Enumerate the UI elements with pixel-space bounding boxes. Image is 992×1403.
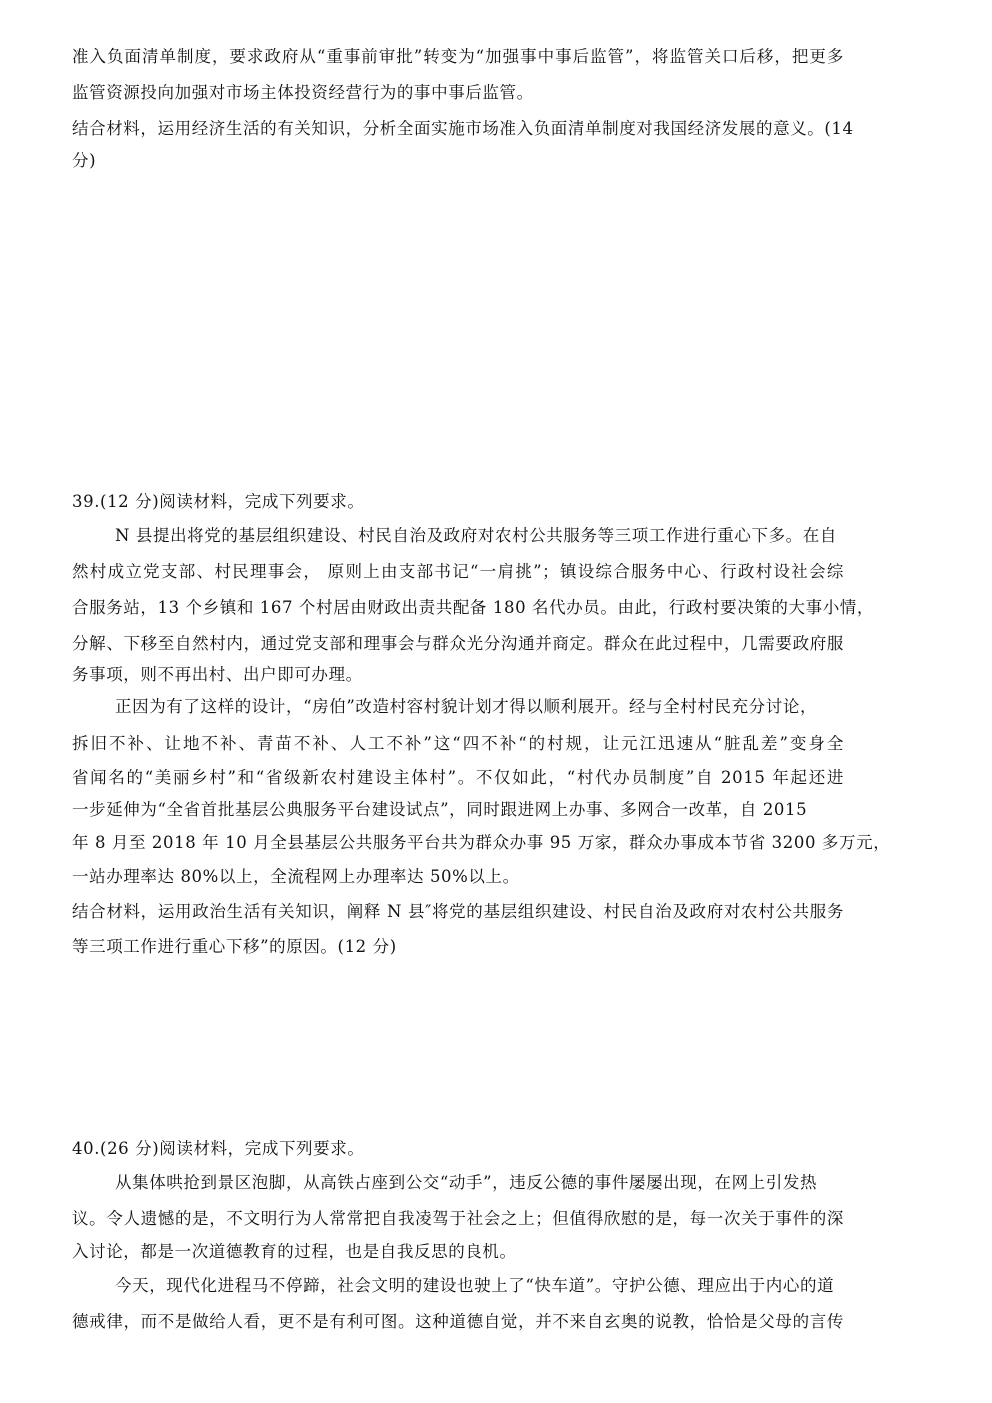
q39-p2-line-1: 正因为有了这样的设计，“房伯”改造村容村貌计划才得以顺利展开。经与全村村民充分讨论， — [115, 697, 818, 716]
q40-header: 40.(26 分)阅读材料，完成下列要求。 — [72, 1139, 365, 1158]
q39-p1-line-4: 分解、下移至自然村内，通过党支部和理事会与群众光分沟通并商定。群众在此过程中，几需要政府服 — [72, 634, 844, 653]
q39-p2-line-3: 省闻名的“美丽乡村”和“省级新农村建设主体村”。不仅如此，“村代办员制度”自 2015 年起还进 — [72, 768, 844, 787]
q39-p2-line-5: 年 8 月至 2018 年 10 月全县基层公共服务平台共为群众办事 95 万家，群众办事成本节省 3200 多万元， — [72, 833, 891, 852]
q38-prompt-line-1: 结合材料，运用经济生活的有关知识，分析全面实施市场准入负面清单制度对我国经济发展的意义。(14 — [72, 119, 854, 138]
q38-prompt-line-2: 分) — [72, 151, 97, 170]
q38-material-line-2: 监管资源投向加强对市场主体投资经营行为的事中事后监管。 — [72, 83, 534, 102]
q40-p1-line-1: 从集体哄抢到景区泡脚，从高铁占座到公交“动手”，违反公德的事件屡屡出现，在网上引发热 — [115, 1173, 818, 1192]
q39-p2-line-2: 拆旧不补、让地不补、青苗不补、人工不补”这“四不补“的村规，让元江迅速从“脏乱差”变身全 — [72, 734, 844, 753]
q39-p2-line-6: 一站办理率达 80%以上，全流程网上办理率达 50%以上。 — [72, 867, 520, 886]
q40-p2-line-2: 德戒律，而不是做给人看，更不是有利可图。这种道德自觉，并不来自玄奥的说教，恰恰是父母的言传 — [72, 1312, 844, 1331]
q40-p1-line-3: 入讨论，都是一次道德教育的过程，也是自我反思的良机。 — [72, 1242, 517, 1261]
q39-header: 39.(12 分)阅读材料，完成下列要求。 — [72, 492, 365, 511]
q39-p1-line-2: 然村成立党支部、村民理事会， 原则上由支部书记“一肩挑”；镇设综合服务中心、行政村设社会综 — [72, 562, 844, 581]
q39-p1-line-1: N 县提出将党的基层组织建设、村民自治及政府对农村公共服务等三项工作进行重心下多。在自 — [115, 526, 837, 545]
q39-p1-line-3: 合服务站，13 个乡镇和 167 个村居由财政出责共配备 180 名代办员。由此，行政村要决策的大事小情， — [72, 598, 875, 617]
q38-material-line-1: 准入负面清单制度，要求政府从“重事前审批”转变为“加强事中事后监管”，将监管关口后移，把更多 — [72, 47, 844, 66]
q40-p1-line-2: 议。令人遗憾的是，不文明行为人常常把自我凌驾于社会之上；但值得欣慰的是，每一次关于事件的深 — [72, 1209, 844, 1228]
q39-p1-line-5: 务事项，则不再出村、出户即可办理。 — [72, 665, 363, 684]
q39-p2-line-4: 一步延伸为“全省首批基层公典服务平台建设试点”，同时跟进网上办事、多网合一改革，自 2015 — [72, 800, 808, 819]
q40-p2-line-1: 今天，现代化进程马不停蹄，社会文明的建设也驶上了“快车道”。守护公德、理应出于内心的道 — [115, 1276, 835, 1295]
q39-prompt-line-1: 结合材料，运用政治生活有关知识，阐释 N 县″将党的基层组织建设、村民自治及政府对农村公共服务 — [72, 902, 844, 921]
q39-prompt-line-2: 等三项工作进行重心下移”的原因。(12 分) — [72, 937, 397, 956]
